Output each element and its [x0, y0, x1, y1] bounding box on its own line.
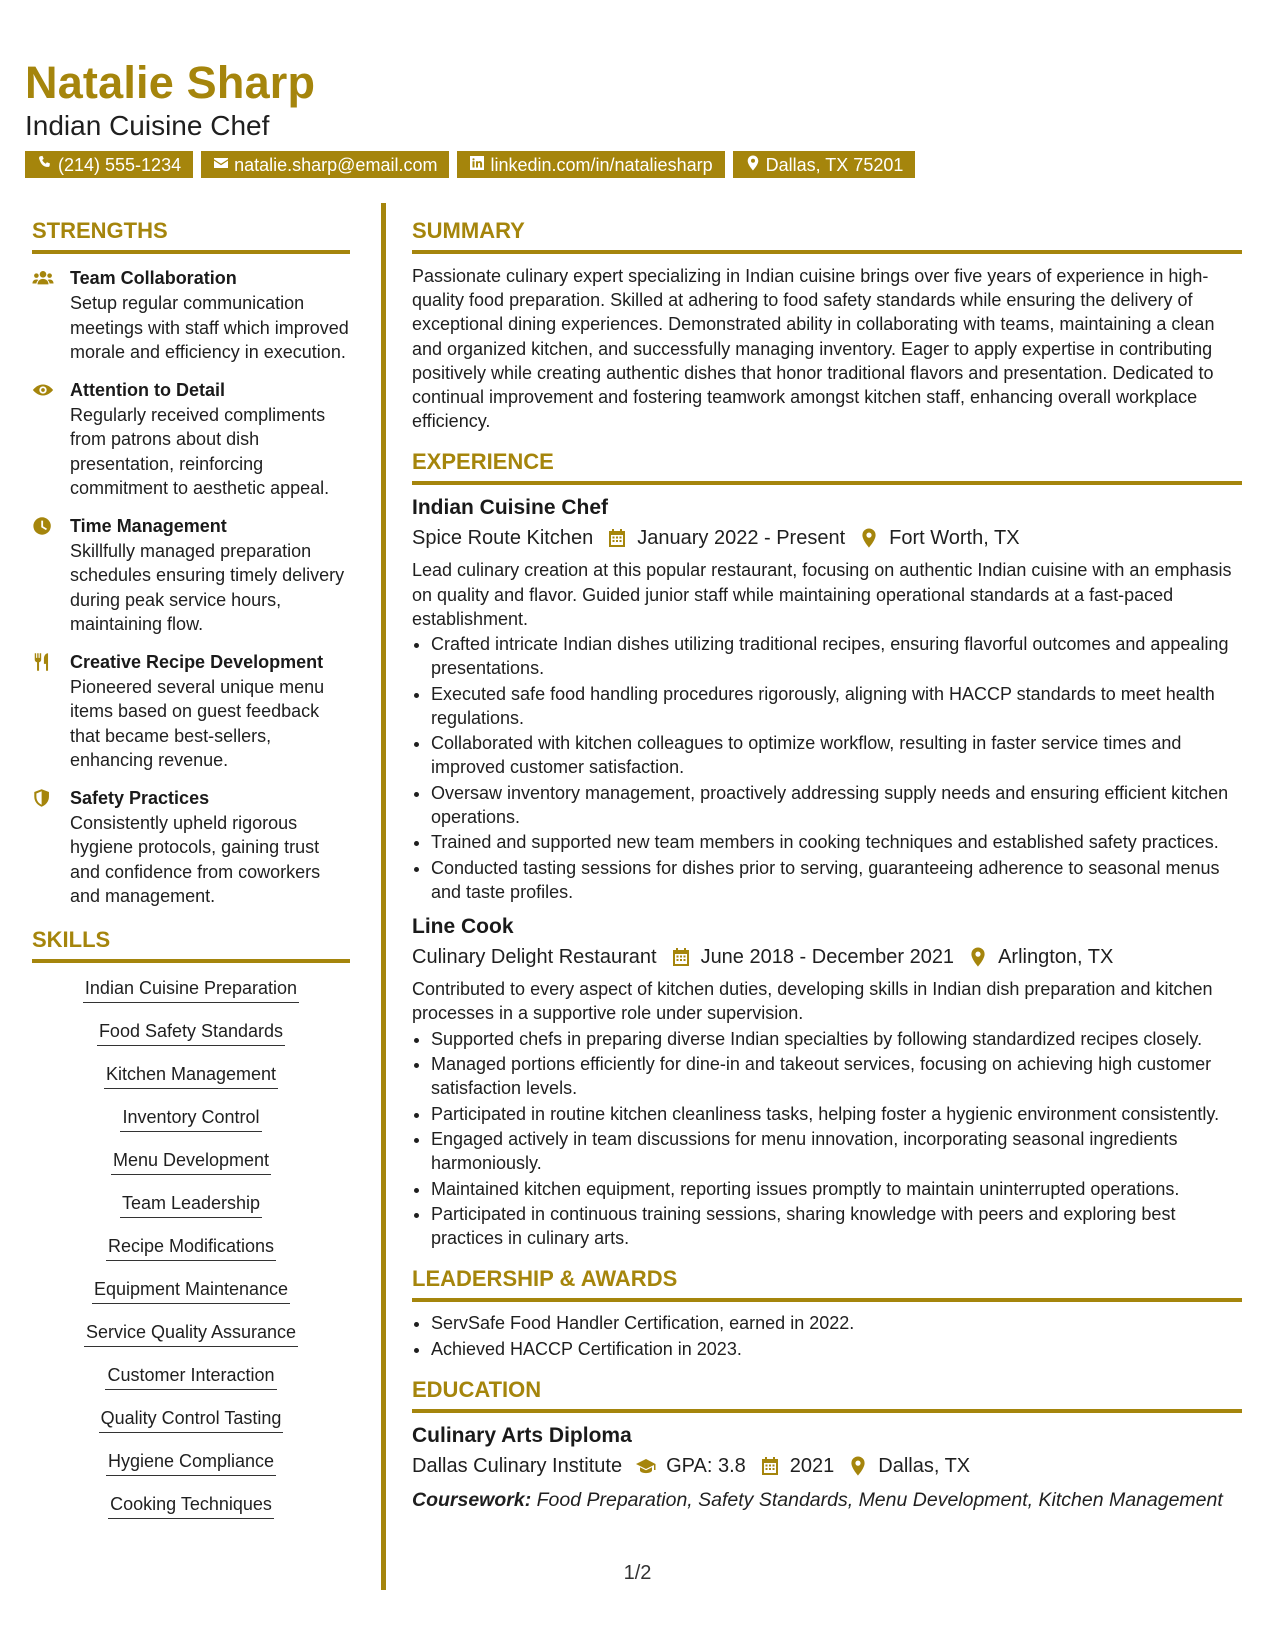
awards-heading: LEADERSHIP & AWARDS: [412, 1268, 1242, 1302]
envelope-icon: [213, 155, 229, 174]
calendar-icon: [607, 528, 627, 548]
contact-bar: [25, 151, 915, 178]
strength-title: Time Management: [70, 515, 227, 536]
award-item: • Achieved HACCP Certification in 2023.: [431, 1337, 1242, 1361]
contact-email-text: natalie.sharp@email.com: [234, 154, 438, 175]
job-title: Line Cook: [412, 915, 514, 939]
strength-desc: Skillfully managed preparation schedules ensuring timely delivery during peak service hours, maintaining flow.: [70, 540, 345, 634]
job-bullet: • Supported chefs in preparing diverse Indian specialties by following standardized recipes closely.: [431, 1027, 1242, 1051]
job-entry: [412, 913, 1242, 1250]
education-year: 2021: [789, 1454, 835, 1477]
job-title: Indian Cuisine Chef: [412, 496, 609, 520]
job-bullet: • Trained and supported new team members in cooking techniques and established safety practices.: [431, 830, 1242, 854]
contact-location: [733, 151, 916, 178]
job-bullets: [412, 1027, 1242, 1251]
job-bullet: • Managed portions efficiently for dine-in and takeout services, focusing on achieving high customer satisfaction levels.: [431, 1052, 1242, 1100]
summary-text: Passionate culinary expert specializing in Indian cuisine brings over five years of experience in high-quality food preparation. Skilled at adhering to food safety standards while ensuring the delivery of exceptional dining experiences. Demonstrated ability in collaborating with teams, maintaining a clean and organized kitchen, and successfully managing inventory. Eager to apply expertise in contributing positively while creating authentic dishes that honor traditional flavors and presentation. Dedicated to continual improvement and fostering teamwork amongst kitchen staff, enhancing overall workplace efficiency.: [412, 266, 1215, 432]
map-pin-icon: [859, 528, 879, 548]
summary-heading: SUMMARY: [412, 220, 1242, 254]
page-number: 1/2: [623, 1562, 652, 1584]
strength-item: [32, 786, 350, 909]
skill-item: Equipment Maintenance: [92, 1278, 290, 1304]
job-entry: [412, 494, 1242, 904]
right-column: [412, 220, 1242, 1514]
skill-item: Cooking Techniques: [108, 1493, 274, 1519]
eye-icon: [32, 380, 56, 400]
contact-linkedin[interactable]: [457, 151, 724, 178]
education-meta: [412, 1452, 1242, 1480]
contact-phone-text: (214) 555-1234: [58, 154, 182, 175]
job-bullet: • Conducted tasting sessions for dishes prior to serving, guaranteeing adherence to seasonal menus and taste profiles.: [431, 856, 1242, 904]
strength-desc: Pioneered several unique menu items based on guest feedback that became best-sellers, enhancing revenue.: [70, 676, 325, 770]
candidate-name: Natalie Sharp: [25, 57, 316, 108]
strengths-heading: STRENGTHS: [32, 220, 350, 254]
job-dates: June 2018 - December 2021: [700, 946, 955, 969]
education-location: Dallas, TX: [878, 1454, 971, 1477]
strength-desc: Setup regular communication meetings with staff which improved morale and efficiency in execution.: [70, 293, 349, 362]
skill-item: Recipe Modifications: [106, 1235, 276, 1261]
job-description: Contributed to every aspect of kitchen duties, developing skills in Indian dish preparation and kitchen processes in a supportive role under supervision.: [412, 979, 1213, 1024]
strengths-list: [32, 266, 350, 909]
job-bullet: • Engaged actively in team discussions for menu innovation, incorporating seasonal ingredients harmoniously.: [431, 1127, 1242, 1175]
coursework-label: Coursework:: [412, 1488, 532, 1511]
skill-item: Inventory Control: [120, 1106, 261, 1132]
map-pin-icon: [745, 155, 761, 174]
graduation-cap-icon: [636, 1456, 656, 1476]
shield-icon: [32, 788, 56, 808]
job-description: Lead culinary creation at this popular restaurant, focusing on authentic Indian cuisine with an emphasis on quality and flavor. Guided junior staff while maintaining operational standards at a fast-paced establishment.: [412, 560, 1232, 629]
strength-item: [32, 514, 350, 637]
school-name: Dallas Culinary Institute: [412, 1454, 623, 1477]
job-bullet: • Oversaw inventory management, proactively addressing supply needs and ensuring efficient kitchen operations.: [431, 781, 1242, 829]
map-pin-icon: [968, 947, 988, 967]
contact-location-text: Dallas, TX 75201: [765, 154, 904, 175]
job-location: Arlington, TX: [998, 946, 1114, 969]
job-company: Spice Route Kitchen: [412, 527, 594, 550]
job-bullet: • Maintained kitchen equipment, reporting issues promptly to maintain uninterrupted operations.: [431, 1177, 1242, 1201]
strength-title: Attention to Detail: [70, 379, 225, 400]
experience-heading: EXPERIENCE: [412, 451, 1242, 485]
job-bullet: • Executed safe food handling procedures rigorously, aligning with HACCP standards to meet health regulations.: [431, 682, 1242, 730]
strength-item: [32, 650, 350, 773]
award-item: • ServSafe Food Handler Certification, earned in 2022.: [431, 1311, 1242, 1335]
skill-item: Team Leadership: [120, 1192, 262, 1218]
education-heading: EDUCATION: [412, 1379, 1242, 1413]
job-bullet: • Collaborated with kitchen colleagues to optimize workflow, resulting in faster service times and improved customer satisfaction.: [431, 731, 1242, 779]
education-entry: [412, 1422, 1242, 1514]
strength-title: Creative Recipe Development: [70, 651, 324, 672]
contact-linkedin-text: linkedin.com/in/nataliesharp: [490, 154, 713, 175]
job-bullet: • Participated in routine kitchen cleanliness tasks, helping foster a hygienic environment consistently.: [431, 1102, 1242, 1126]
phone-icon: [37, 155, 53, 174]
job-bullets: [412, 632, 1242, 904]
job-location: Fort Worth, TX: [889, 527, 1020, 550]
skill-item: Quality Control Tasting: [99, 1407, 284, 1433]
job-company: Culinary Delight Restaurant: [412, 946, 657, 969]
skills-heading: SKILLS: [32, 929, 350, 963]
strength-title: Team Collaboration: [70, 268, 237, 288]
awards-list: [412, 1311, 1242, 1361]
strength-desc: Consistently upheld rigorous hygiene protocols, gaining trust and confidence from coworkers and management.: [70, 812, 321, 906]
skill-item: Menu Development: [111, 1149, 271, 1175]
strength-item: [32, 266, 350, 365]
coursework-text: Food Preparation, Safety Standards, Menu Development, Kitchen Management: [536, 1488, 1223, 1511]
linkedin-icon: [469, 155, 485, 174]
job-bullet: • Participated in continuous training sessions, sharing knowledge with peers and exploring best practices in culinary arts.: [431, 1202, 1242, 1250]
strength-desc: Regularly received compliments from patrons about dish presentation, reinforcing commitment to aesthetic appeal.: [70, 404, 330, 498]
calendar-icon: [760, 1456, 780, 1476]
degree-title: Culinary Arts Diploma: [412, 1423, 632, 1447]
users-icon: [32, 268, 56, 288]
skill-item: Hygiene Compliance: [106, 1450, 276, 1476]
contact-email[interactable]: [201, 151, 449, 178]
education-gpa: GPA: 3.8: [666, 1454, 746, 1477]
skill-item: Indian Cuisine Preparation: [83, 977, 299, 1003]
job-bullet: • Crafted intricate Indian dishes utilizing traditional recipes, ensuring flavorful outcomes and appealing presentations.: [431, 632, 1242, 680]
skill-item: Food Safety Standards: [97, 1020, 285, 1046]
skill-item: Service Quality Assurance: [84, 1321, 298, 1347]
clock-icon: [32, 516, 56, 536]
skill-item: Kitchen Management: [104, 1063, 278, 1089]
strength-item: [32, 378, 350, 501]
contact-phone[interactable]: [25, 151, 193, 178]
utensils-icon: [32, 652, 56, 672]
coursework-line: [412, 1486, 1242, 1514]
skills-list: [32, 977, 350, 1536]
strength-title: Safety Practices: [70, 787, 210, 808]
job-dates: January 2022 - Present: [637, 527, 846, 550]
skill-item: Customer Interaction: [105, 1364, 276, 1390]
calendar-icon: [671, 947, 691, 967]
left-column: [32, 220, 350, 1536]
candidate-title: Indian Cuisine Chef: [25, 110, 270, 141]
map-pin-icon: [848, 1456, 868, 1476]
job-meta: [412, 943, 1242, 971]
job-meta: [412, 524, 1242, 552]
column-divider: [381, 203, 386, 1590]
